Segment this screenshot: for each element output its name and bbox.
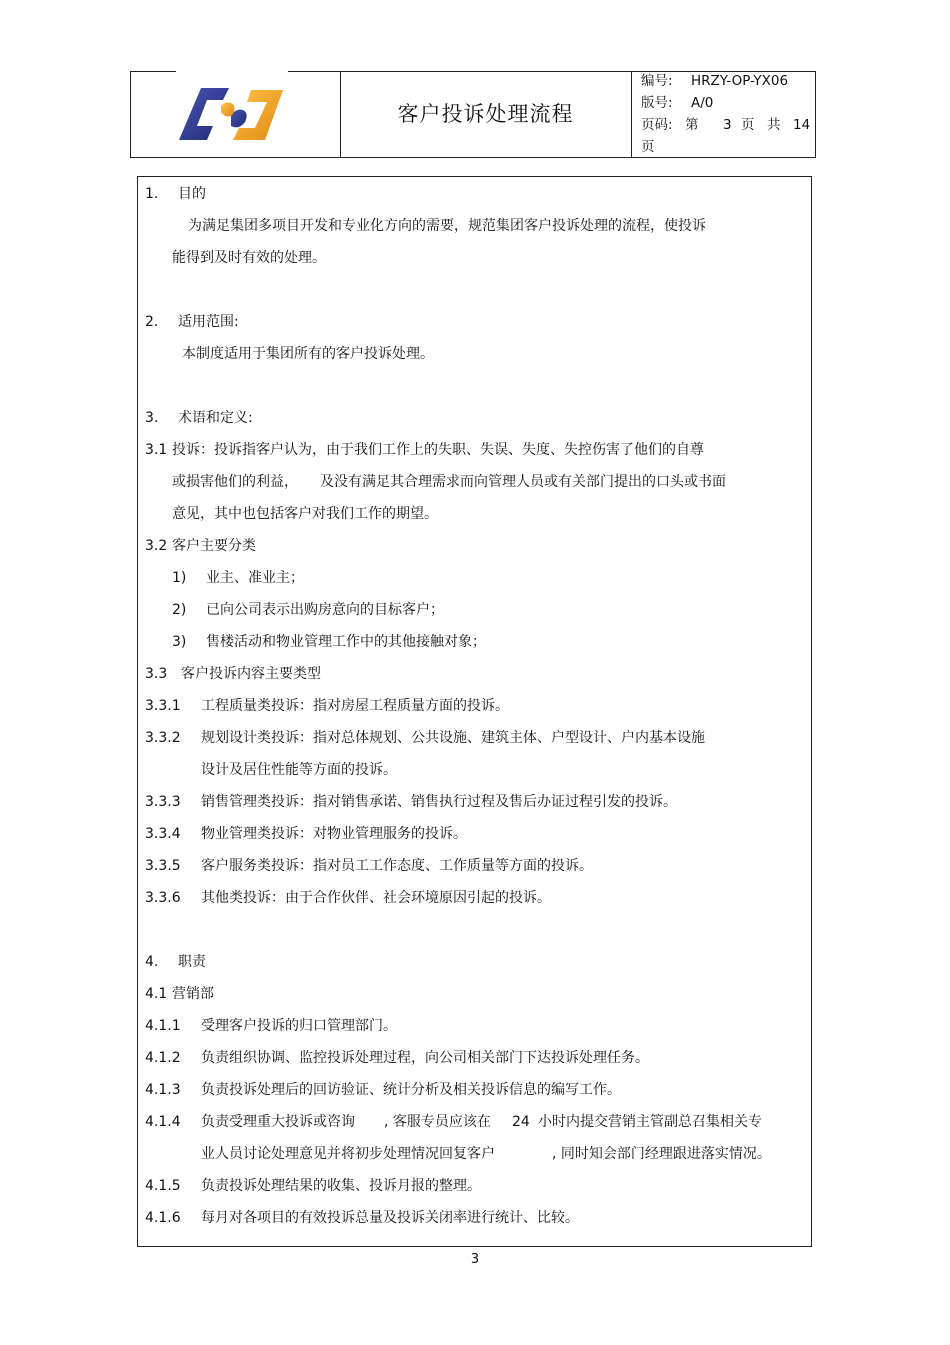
page-row (641, 116, 811, 134)
page-current: 3 (723, 117, 732, 133)
document-header (130, 71, 816, 158)
section-3-3-title: 客户投诉内容主要类型 (181, 666, 321, 682)
section-3-3-5-text: 客户服务类投诉：指对员工工作态度、工作质量等方面的投诉。 (201, 858, 593, 874)
section-1-number: 1. (145, 186, 159, 202)
section-3-2-number: 3.2 (145, 538, 168, 554)
doc-number-label: 编号: (641, 73, 673, 89)
section-4-1-4-line-1b: , 客服专员应该在 (384, 1114, 491, 1130)
section-4-1-4-number: 4.1.4 (145, 1114, 181, 1130)
section-3-2-item-2: 已向公司表示出购房意向的目标客户； (206, 602, 444, 618)
section-3-2-item-1-number: 1) (172, 570, 187, 586)
section-3-2-item-3: 售楼活动和物业管理工作中的其他接触对象； (206, 634, 486, 650)
section-4-1-1-text: 受理客户投诉的归口管理部门。 (201, 1018, 397, 1034)
page-ye2: 页 (641, 139, 655, 155)
doc-number-value: HRZY-OP-YX06 (691, 73, 789, 89)
version-label: 版号: (641, 95, 673, 111)
section-4-1-5-text: 负责投诉处理结果的收集、投诉月报的整理。 (201, 1178, 481, 1194)
section-3-3-2-line-1: 规划设计类投诉：指对总体规划、公共设施、建筑主体、户型设计、户内基本设施 (201, 730, 705, 746)
section-4-1-6-number: 4.1.6 (145, 1210, 181, 1226)
page-total: 14 (793, 117, 811, 133)
section-4-1-2-text: 负责组织协调、监控投诉处理过程，向公司相关部门下达投诉处理任务。 (201, 1050, 649, 1066)
section-4-1-3-number: 4.1.3 (145, 1082, 181, 1098)
section-3-2-title: 客户主要分类 (172, 538, 256, 554)
section-3-1-line-2a: 或损害他们的利益， (172, 474, 298, 490)
page-ye: 页 (741, 117, 755, 133)
page-label: 页码: (641, 117, 673, 133)
section-4-title: 职责 (178, 954, 206, 970)
section-3-3-6-text: 其他类投诉：由于合作伙伴、社会环境原因引起的投诉。 (201, 890, 551, 906)
document-title: 客户投诉处理流程 (397, 102, 574, 126)
section-1-para-line-1: 为满足集团多项目开发和专业化方向的需要，规范集团客户投诉处理的流程，使投诉 (188, 218, 706, 234)
section-3-3-4-number: 3.3.4 (145, 826, 181, 842)
section-4-1-4-line-2a: 业人员讨论处理意见并将初步处理情况回复客户 (201, 1146, 495, 1162)
section-3-title: 术语和定义: (178, 410, 253, 426)
page-di: 第 (685, 117, 699, 133)
section-3-3-6-number: 3.3.6 (145, 890, 181, 906)
section-4-number: 4. (145, 954, 159, 970)
section-4-1-2-number: 4.1.2 (145, 1050, 181, 1066)
section-4-1-4-line-1c: 24 (512, 1114, 530, 1130)
section-3-1-line-1: 投诉：投诉指客户认为，由于我们工作上的失职、失误、失度、失控伤害了他们的自尊 (172, 442, 704, 458)
section-3-3-5-number: 3.3.5 (145, 858, 181, 874)
section-3-2-item-2-number: 2) (172, 602, 187, 618)
page-row-cont (641, 138, 655, 156)
section-4-1-5-number: 4.1.5 (145, 1178, 181, 1194)
section-1-para-line-2: 能得到及时有效的处理。 (172, 250, 326, 266)
logo-cell-gap (176, 70, 288, 74)
section-3-3-2-line-2: 设计及居住性能等方面的投诉。 (201, 762, 397, 778)
section-4-1-1-number: 4.1.1 (145, 1018, 181, 1034)
section-3-1-line-2b: 及没有满足其合理需求而向管理人员或有关部门提出的口头或书面 (320, 474, 726, 490)
section-4-1-title: 营销部 (172, 986, 214, 1002)
section-2-title: 适用范围: (178, 314, 239, 330)
section-4-1-4-line-1a: 负责受理重大投诉或咨询 (201, 1114, 355, 1130)
page-gong: 共 (767, 117, 781, 133)
meta-cell (631, 72, 815, 157)
company-logo (171, 82, 291, 148)
section-3-2-item-3-number: 3) (172, 634, 187, 650)
footer-page-number: 3 (470, 1252, 480, 1267)
section-4-1-4-line-2b: , 同时知会部门经理跟进落实情况。 (552, 1146, 771, 1162)
section-3-3-3-text: 销售管理类投诉：指对销售承诺、销售执行过程及售后办证过程引发的投诉。 (201, 794, 677, 810)
title-cell (340, 72, 632, 157)
doc-number-row (641, 72, 789, 90)
section-3-1-line-3: 意见，其中也包括客户对我们工作的期望。 (172, 506, 438, 522)
section-4-1-3-text: 负责投诉处理后的回访验证、统计分析及相关投诉信息的编写工作。 (201, 1082, 621, 1098)
section-3-3-4-text: 物业管理类投诉：对物业管理服务的投诉。 (201, 826, 467, 842)
section-3-3-3-number: 3.3.3 (145, 794, 181, 810)
section-2-number: 2. (145, 314, 159, 330)
version-row (641, 94, 714, 112)
logo-cell (131, 72, 341, 157)
section-3-3-number: 3.3 (145, 666, 168, 682)
version-value: A/0 (691, 95, 714, 111)
section-3-3-1-number: 3.3.1 (145, 698, 181, 714)
section-3-3-2-number: 3.3.2 (145, 730, 181, 746)
section-3-2-item-1: 业主、准业主； (206, 570, 304, 586)
section-2-para: 本制度适用于集团所有的客户投诉处理。 (182, 346, 434, 362)
section-3-number: 3. (145, 410, 159, 426)
section-3-3-1-text: 工程质量类投诉：指对房屋工程质量方面的投诉。 (201, 698, 509, 714)
section-4-1-6-text: 每月对各项目的有效投诉总量及投诉关闭率进行统计、比较。 (201, 1210, 579, 1226)
section-4-1-number: 4.1 (145, 986, 168, 1002)
section-4-1-4-line-1d: 小时内提交营销主管副总召集相关专 (538, 1114, 762, 1130)
section-3-1-number: 3.1 (145, 442, 168, 458)
section-1-title: 目的 (178, 186, 206, 202)
